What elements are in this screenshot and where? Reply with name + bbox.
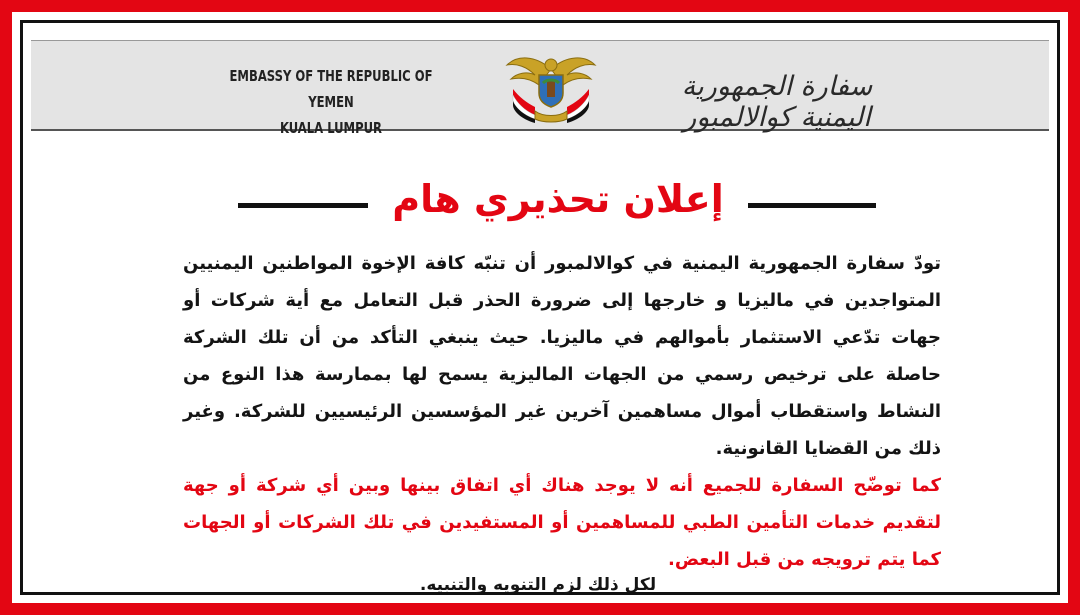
title-rule-left (238, 203, 368, 208)
announcement-body (183, 245, 941, 578)
announcement-closing: لكل ذلك لزم التنويه والتنبيه. (419, 575, 657, 595)
announcement-title-row (23, 173, 1057, 233)
black-inner-frame (20, 20, 1060, 595)
embassy-english-line1: EMBASSY OF THE REPUBLIC OF YEMEN (229, 67, 433, 111)
title-rule-right (748, 203, 876, 208)
letterhead-band (31, 40, 1049, 137)
yemen-eagle-emblem-icon (505, 49, 597, 127)
embassy-english-line2: KUALA LUMPUR (280, 119, 382, 137)
embassy-english-name (215, 63, 447, 141)
announcement-paragraph-clarification: كما توضّح السفارة للجميع أنه لا يوجد هناك أي اتفاق بينها وبين أي شركة أو جهة لتقديم خدمات التأمين الطبي للمساهمين أو المستفيدين في تلك الشركات أو الجهات كما يتم ترويجه من قبل البعض. (183, 475, 941, 570)
announcement-title: إعلان تحذيري هام (392, 177, 724, 221)
embassy-arabic-name: سفارة الجمهورية اليمنية كوالالمبور (681, 71, 873, 133)
announcement-paragraph-warning: تودّ سفارة الجمهورية اليمنية في كوالالمبور أن تنبّه كافة الإخوة المواطنين اليمنيين المتواجدين في ماليزيا و خارجها إلى ضرورة الحذر قبل التعامل مع أية شركات أو جهات تدّعي الاستثمار بأموالهم في ماليزيا. حيث ينبغي التأكد من أن تلك الشركة حاصلة على ترخيص رسمي من الجهات الماليزية يسمح لها بممارسة هذا النوع من النشاط واستقطاب أموال مساهمين آخرين غير المؤسسين الرئيسيين للشركة. وغير ذلك من القضايا القانونية. (183, 253, 941, 459)
